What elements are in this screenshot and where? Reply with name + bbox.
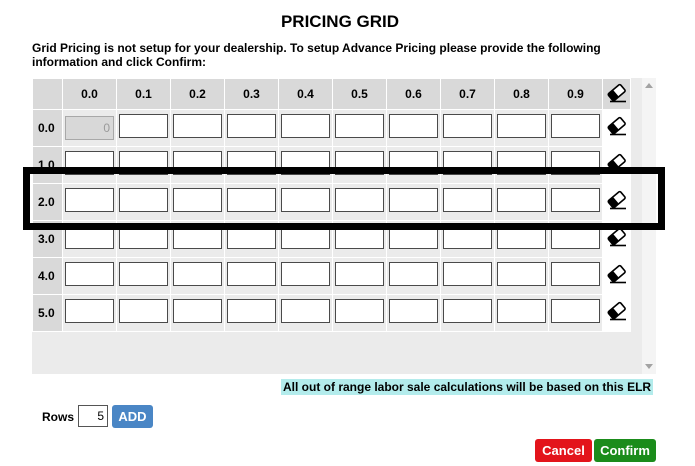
grid-cell xyxy=(441,110,495,147)
price-input[interactable] xyxy=(443,114,492,138)
grid-cell xyxy=(441,147,495,184)
grid-cell xyxy=(63,147,117,184)
eraser-icon[interactable] xyxy=(606,227,628,247)
price-input[interactable] xyxy=(119,225,168,249)
grid-header-row xyxy=(33,79,631,110)
row-header: 4.0 xyxy=(33,258,63,295)
grid-scrollbar[interactable] xyxy=(642,78,656,374)
price-input[interactable] xyxy=(389,262,438,286)
grid-cell xyxy=(117,147,171,184)
price-input[interactable] xyxy=(65,225,114,249)
grid-cell xyxy=(171,221,225,258)
price-input[interactable] xyxy=(173,225,222,249)
row-header: 5.0 xyxy=(33,295,63,332)
grid-cell xyxy=(63,110,117,147)
grid-cell xyxy=(333,295,387,332)
price-input[interactable] xyxy=(497,225,546,249)
eraser-icon[interactable] xyxy=(606,190,628,210)
price-input[interactable] xyxy=(119,188,168,212)
price-input[interactable] xyxy=(335,114,384,138)
clear-row-button[interactable] xyxy=(603,258,631,295)
price-input[interactable] xyxy=(551,262,600,286)
grid-cell xyxy=(441,258,495,295)
grid-cell xyxy=(225,184,279,221)
grid-cell xyxy=(63,221,117,258)
price-input[interactable] xyxy=(119,262,168,286)
grid-cell xyxy=(333,258,387,295)
grid-cell xyxy=(495,110,549,147)
price-input[interactable] xyxy=(281,151,330,175)
grid-cell xyxy=(387,295,441,332)
price-input[interactable] xyxy=(119,114,168,138)
price-input[interactable] xyxy=(443,151,492,175)
price-input[interactable] xyxy=(497,114,546,138)
price-input[interactable] xyxy=(443,225,492,249)
grid-cell xyxy=(279,184,333,221)
row-header: 1.0 xyxy=(33,147,63,184)
grid-cell xyxy=(117,295,171,332)
grid-cell xyxy=(387,147,441,184)
clear-row-button[interactable] xyxy=(603,110,631,147)
grid-cell xyxy=(387,258,441,295)
grid-cell xyxy=(333,184,387,221)
price-input[interactable] xyxy=(335,225,384,249)
grid-cell xyxy=(333,147,387,184)
eraser-icon[interactable] xyxy=(606,116,628,136)
price-input[interactable] xyxy=(65,299,114,323)
grid-cell xyxy=(549,184,603,221)
grid-cell xyxy=(117,258,171,295)
grid-cell xyxy=(117,221,171,258)
price-input[interactable] xyxy=(281,114,330,138)
column-header: 0.1 xyxy=(117,79,171,110)
grid-corner xyxy=(33,79,63,110)
eraser-icon[interactable] xyxy=(606,153,628,173)
grid-cell xyxy=(225,147,279,184)
grid-row xyxy=(33,221,631,258)
grid-cell xyxy=(279,295,333,332)
column-header: 0.5 xyxy=(333,79,387,110)
price-input[interactable] xyxy=(443,262,492,286)
price-input[interactable] xyxy=(551,188,600,212)
clear-row-button[interactable] xyxy=(603,221,631,258)
grid-cell xyxy=(225,110,279,147)
grid-cell xyxy=(171,184,225,221)
grid-cell xyxy=(279,110,333,147)
price-input[interactable] xyxy=(443,188,492,212)
price-input[interactable] xyxy=(389,151,438,175)
price-input[interactable] xyxy=(65,151,114,175)
rows-label: Rows xyxy=(42,410,75,424)
price-input[interactable] xyxy=(227,151,276,175)
grid-cell xyxy=(495,147,549,184)
price-input[interactable] xyxy=(497,299,546,323)
price-input[interactable] xyxy=(227,188,276,212)
price-input[interactable] xyxy=(65,262,114,286)
grid-cell xyxy=(549,295,603,332)
grid-cell xyxy=(225,295,279,332)
grid-cell xyxy=(171,258,225,295)
price-input[interactable] xyxy=(173,114,222,138)
clear-row-button[interactable] xyxy=(603,295,631,332)
row-header: 0.0 xyxy=(33,110,63,147)
grid-cell xyxy=(549,258,603,295)
grid-row xyxy=(33,184,631,221)
cancel-button[interactable]: Cancel xyxy=(535,439,592,462)
price-input[interactable] xyxy=(173,151,222,175)
grid-cell xyxy=(63,295,117,332)
column-header: 0.8 xyxy=(495,79,549,110)
column-header: 0.3 xyxy=(225,79,279,110)
price-input[interactable] xyxy=(551,299,600,323)
column-header: 0.9 xyxy=(549,79,603,110)
grid-cell xyxy=(441,221,495,258)
price-input[interactable] xyxy=(335,262,384,286)
price-input[interactable] xyxy=(335,151,384,175)
pricing-grid-table xyxy=(32,78,631,332)
price-input[interactable] xyxy=(497,188,546,212)
eraser-icon[interactable] xyxy=(606,83,628,103)
grid-cell xyxy=(225,221,279,258)
grid-cell xyxy=(495,258,549,295)
rows-count-input[interactable]: 5 xyxy=(78,405,108,427)
clear-row-button[interactable] xyxy=(603,184,631,221)
price-input[interactable] xyxy=(281,262,330,286)
grid-row xyxy=(33,147,631,184)
price-input[interactable] xyxy=(173,262,222,286)
grid-cell xyxy=(63,184,117,221)
clear-row-button[interactable] xyxy=(603,147,631,184)
grid-cell xyxy=(333,110,387,147)
row-header: 3.0 xyxy=(33,221,63,258)
add-rows-button[interactable]: ADD xyxy=(112,405,153,428)
price-input[interactable] xyxy=(335,299,384,323)
grid-cell xyxy=(279,258,333,295)
grid-cell xyxy=(171,147,225,184)
grid-cell xyxy=(441,184,495,221)
grid-cell xyxy=(279,147,333,184)
grid-cell xyxy=(549,147,603,184)
confirm-button[interactable]: Confirm xyxy=(594,439,656,462)
price-input[interactable] xyxy=(227,262,276,286)
price-input[interactable] xyxy=(281,299,330,323)
grid-cell xyxy=(549,110,603,147)
grid-cell xyxy=(333,221,387,258)
scroll-down-arrow-icon[interactable] xyxy=(645,364,653,369)
clear-all-button[interactable] xyxy=(603,79,631,110)
price-input[interactable] xyxy=(119,299,168,323)
grid-cell xyxy=(441,295,495,332)
price-input[interactable] xyxy=(227,225,276,249)
eraser-icon[interactable] xyxy=(606,301,628,321)
grid-cell xyxy=(549,221,603,258)
row-header: 2.0 xyxy=(33,184,63,221)
price-input[interactable] xyxy=(335,188,384,212)
scroll-up-arrow-icon[interactable] xyxy=(645,83,653,88)
intro-text: Grid Pricing is not setup for your dealership. To setup Advance Pricing please provide the following information and click Confirm: xyxy=(32,41,601,69)
grid-cell xyxy=(171,295,225,332)
elr-note: All out of range labor sale calculations will be based on this ELR xyxy=(283,380,652,394)
price-input[interactable] xyxy=(281,188,330,212)
grid-cell xyxy=(495,295,549,332)
grid-cell xyxy=(171,110,225,147)
price-input[interactable] xyxy=(551,151,600,175)
column-header: 0.0 xyxy=(63,79,117,110)
grid-cell xyxy=(117,184,171,221)
column-header: 0.2 xyxy=(171,79,225,110)
dialog-title: PRICING GRID xyxy=(280,12,400,31)
price-input[interactable] xyxy=(281,225,330,249)
price-input[interactable] xyxy=(173,188,222,212)
price-input[interactable] xyxy=(119,151,168,175)
price-input[interactable] xyxy=(65,188,114,212)
price-input[interactable] xyxy=(227,299,276,323)
grid-row xyxy=(33,295,631,332)
price-input[interactable] xyxy=(497,262,546,286)
price-input[interactable] xyxy=(389,114,438,138)
column-header: 0.4 xyxy=(279,79,333,110)
grid-row xyxy=(33,110,631,147)
price-input[interactable] xyxy=(389,299,438,323)
price-input[interactable] xyxy=(443,299,492,323)
price-input: 0 xyxy=(65,116,114,140)
price-input[interactable] xyxy=(227,114,276,138)
column-header: 0.7 xyxy=(441,79,495,110)
grid-cell xyxy=(387,184,441,221)
grid-cell xyxy=(225,258,279,295)
grid-cell xyxy=(387,110,441,147)
price-input[interactable] xyxy=(551,114,600,138)
price-input[interactable] xyxy=(173,299,222,323)
grid-cell xyxy=(387,221,441,258)
grid-cell xyxy=(279,221,333,258)
grid-cell xyxy=(495,221,549,258)
price-input[interactable] xyxy=(389,188,438,212)
grid-cell xyxy=(495,184,549,221)
price-input[interactable] xyxy=(389,225,438,249)
grid-cell xyxy=(117,110,171,147)
grid-cell xyxy=(63,258,117,295)
column-header: 0.6 xyxy=(387,79,441,110)
eraser-icon[interactable] xyxy=(606,264,628,284)
grid-row xyxy=(33,258,631,295)
price-input[interactable] xyxy=(551,225,600,249)
price-input[interactable] xyxy=(497,151,546,175)
pricing-grid-container xyxy=(32,78,656,374)
